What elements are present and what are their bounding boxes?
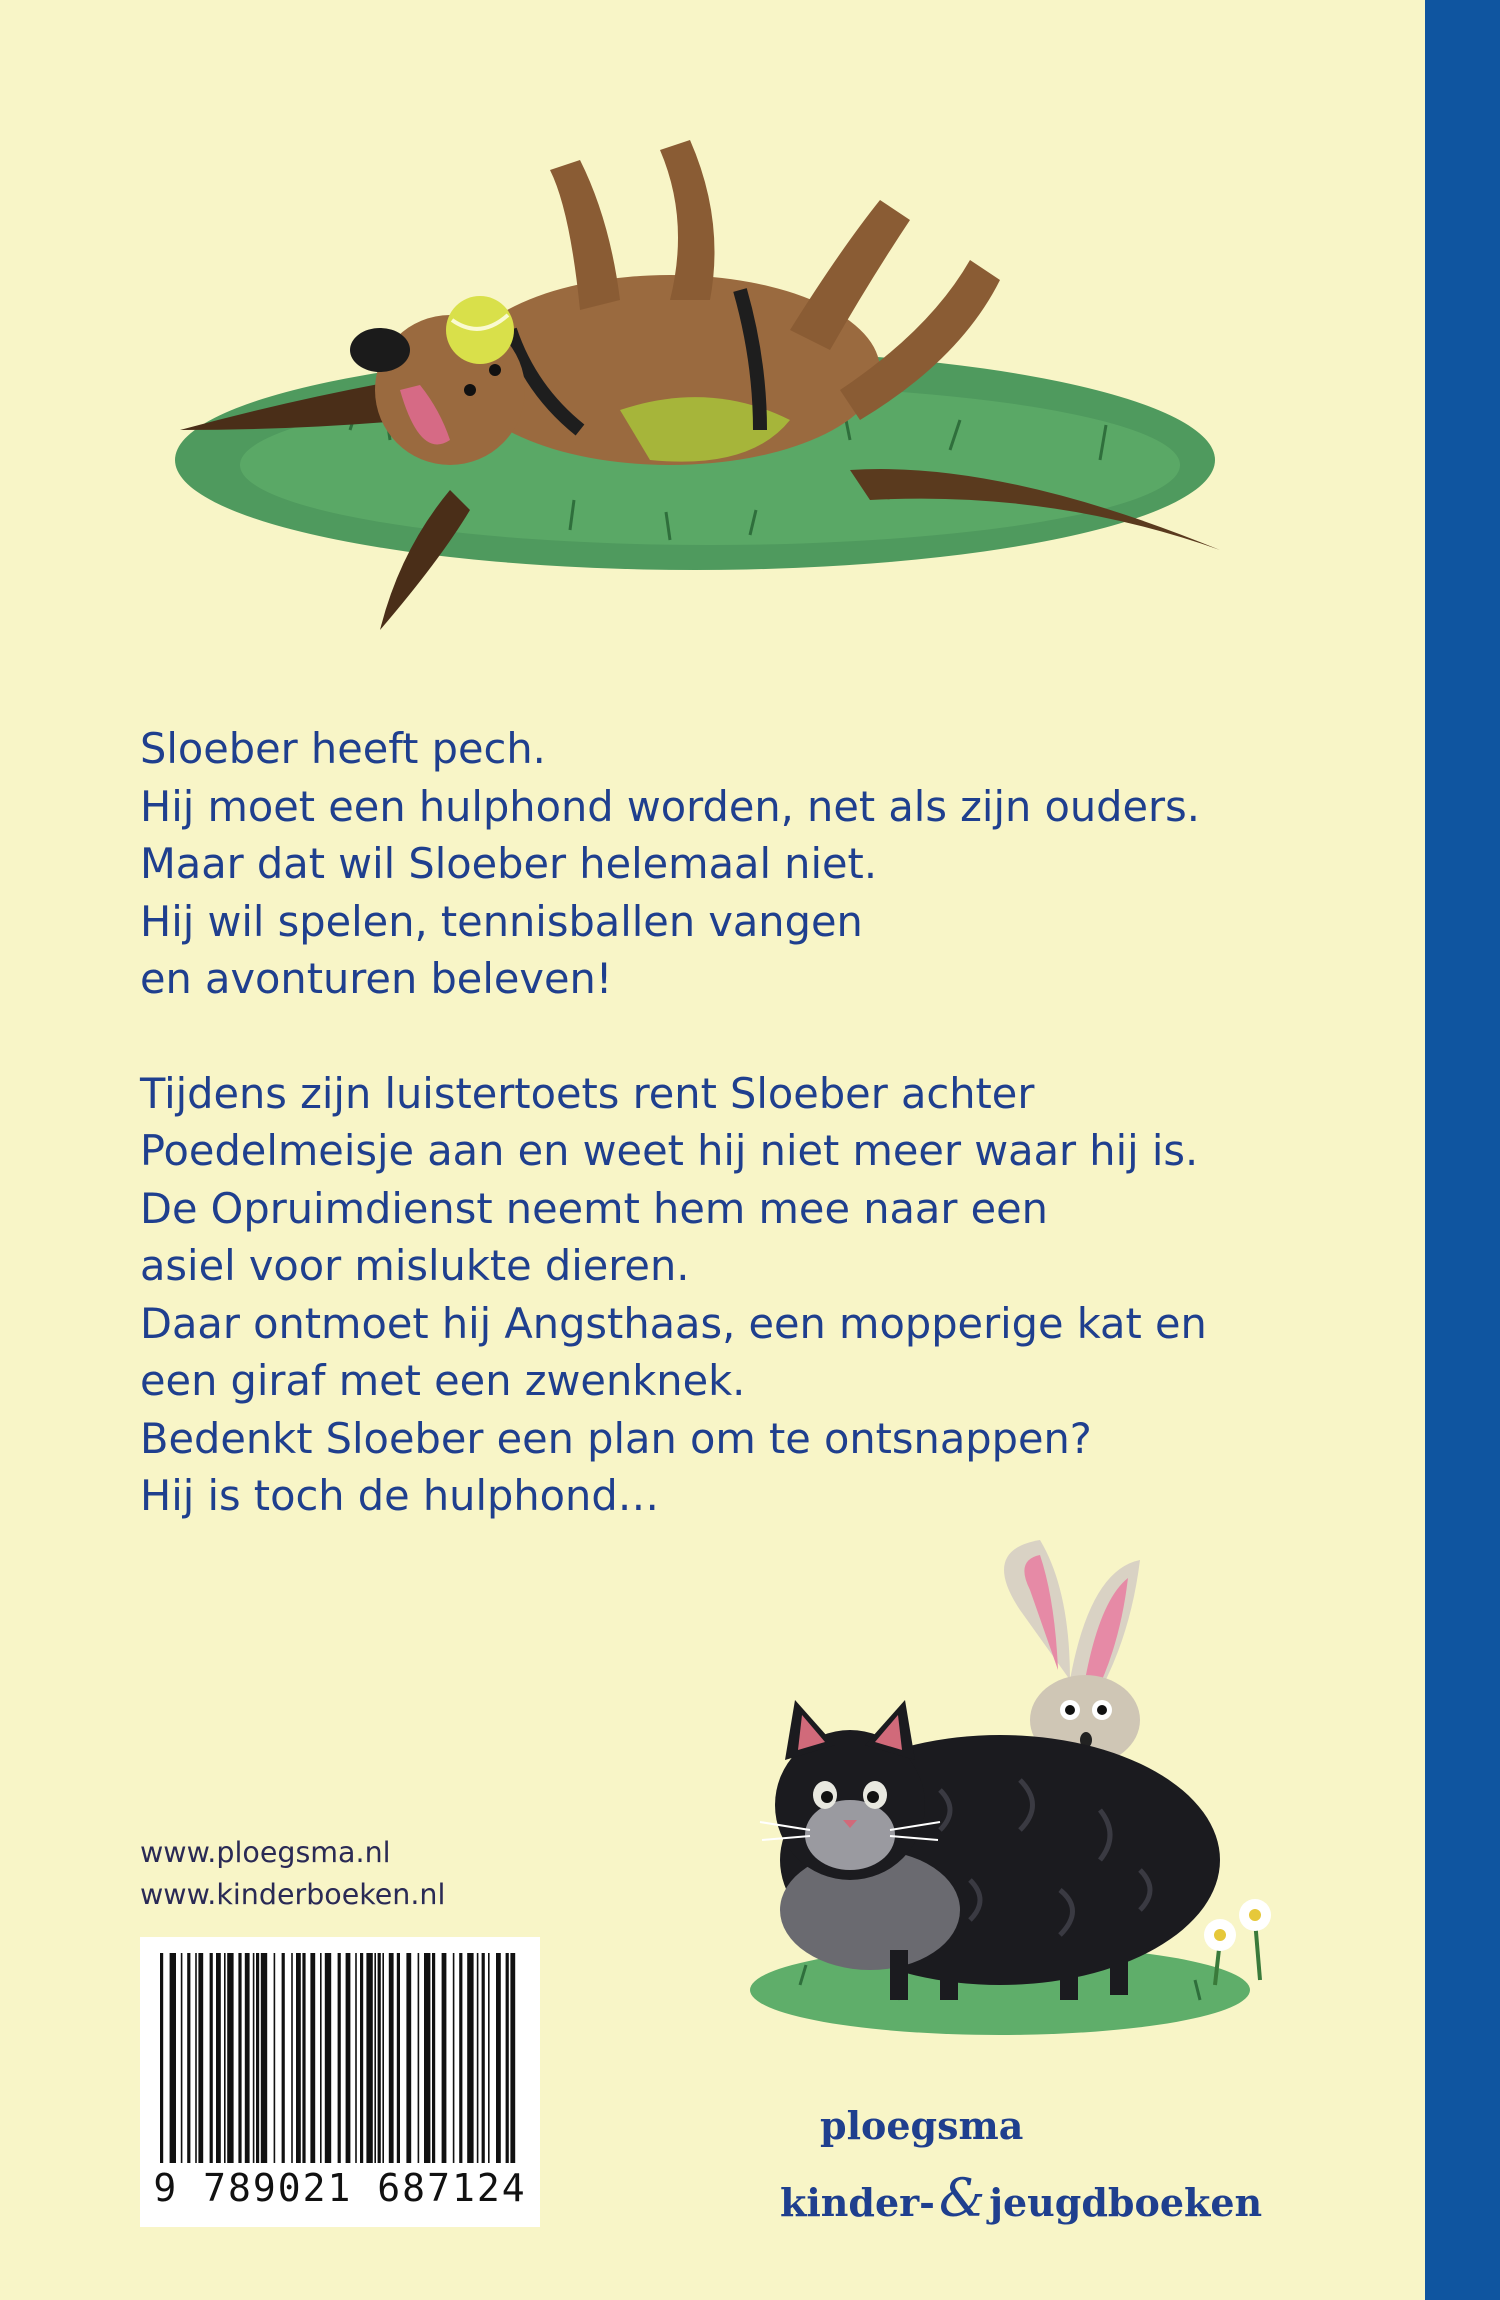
blurb-line: Hij wil spelen, tennisballen vangen	[140, 896, 863, 946]
barcode-bar	[424, 1953, 430, 2163]
barcode-bar	[256, 1953, 259, 2163]
barcode-bar	[360, 1953, 363, 2163]
cat-and-rabbit-illustration-icon	[740, 1530, 1340, 2080]
imprint-right: jeugdboeken	[989, 2180, 1263, 2225]
barcode-bar	[355, 1953, 357, 2163]
url-kinderboeken[interactable]: www.kinderboeken.nl	[140, 1878, 446, 1911]
blurb-paragraph-2	[140, 1065, 1290, 1525]
barcode-bar	[453, 1953, 455, 2163]
barcode-bar	[310, 1953, 315, 2163]
barcode-bar	[224, 1953, 226, 2163]
barcode-bar	[418, 1953, 420, 2163]
barcode-bar	[366, 1953, 372, 2163]
url-ploegsma[interactable]: www.ploegsma.nl	[140, 1836, 391, 1869]
blurb-line: een giraf met een zwenknek.	[140, 1356, 746, 1405]
barcode-bar	[245, 1953, 250, 2163]
barcode-bar	[374, 1953, 376, 2163]
barcode-bar	[510, 1953, 515, 2163]
blurb-paragraph-1	[140, 720, 1290, 1008]
barcode-bar	[496, 1953, 501, 2163]
back-cover-blurb	[140, 720, 1290, 1582]
blurb-line: Bedenkt Sloeber een plan om te ontsnappen?	[140, 1413, 1092, 1463]
barcode-icon	[160, 1953, 520, 2163]
barcode-bar	[346, 1953, 351, 2163]
barcode-bar	[187, 1953, 190, 2163]
barcode-bar	[467, 1953, 473, 2163]
barcode-bar	[274, 1953, 276, 2163]
barcode-bar	[238, 1953, 241, 2163]
blurb-line: Maar dat wil Sloeber helemaal niet.	[140, 839, 878, 888]
barcode-bar	[261, 1953, 267, 2163]
barcode-bar	[195, 1953, 197, 2163]
barcode-bar	[506, 1953, 509, 2163]
barcode-bar	[488, 1953, 490, 2163]
barcode-bar	[397, 1953, 400, 2163]
barcode-bar	[198, 1953, 203, 2163]
blurb-line: en avonturen beleven!	[140, 954, 613, 1003]
barcode-bar	[378, 1953, 381, 2163]
blurb-line: Sloeber heeft pech.	[140, 724, 546, 773]
barcode-bar	[227, 1953, 233, 2163]
barcode-bar	[210, 1953, 213, 2163]
blurb-line: Tijdens zijn luistertoets rent Sloeber achter	[140, 1068, 1035, 1118]
barcode-bar	[389, 1953, 394, 2163]
barcode-bar	[216, 1953, 221, 2163]
barcode-bar	[338, 1953, 341, 2163]
publisher-name: ploegsma	[820, 2103, 1024, 2148]
publisher-urls	[140, 1832, 445, 1916]
barcode-bar	[325, 1953, 331, 2163]
spine-stripe	[1425, 0, 1500, 2300]
barcode-bar	[282, 1953, 285, 2163]
blurb-line: Daar ontmoet hij Angsthaas, een mopperige kat en	[140, 1298, 1207, 1348]
barcode-bar	[296, 1953, 301, 2163]
isbn-barcode	[140, 1937, 540, 2227]
barcode-bar	[302, 1953, 305, 2163]
publisher-imprint	[780, 2169, 1262, 2229]
blurb-line: Hij moet een hulphond worden, net als zijn ouders.	[140, 781, 1200, 831]
imprint-left: kinder-	[780, 2180, 935, 2225]
barcode-bar	[442, 1953, 447, 2163]
blurb-line: Poedelmeisje aan en weet hij niet meer waar hij is.	[140, 1126, 1199, 1175]
barcode-bar	[291, 1953, 293, 2163]
barcode-bar	[482, 1953, 485, 2163]
barcode-bar	[382, 1953, 384, 2163]
dog-illustration-icon	[150, 130, 1240, 650]
barcode-bar	[320, 1953, 322, 2163]
blurb-line: Hij is toch de hulphond…	[140, 1471, 660, 1520]
blurb-line: De Opruimdienst neemt hem mee naar een	[140, 1183, 1048, 1233]
barcode-bar	[181, 1953, 183, 2163]
imprint-ampersand: &	[938, 2169, 986, 2229]
blurb-line: asiel voor mislukte dieren.	[140, 1241, 690, 1290]
isbn-number: 9 789021 687124	[153, 2166, 527, 2210]
barcode-bar	[160, 1953, 163, 2163]
barcode-bar	[477, 1953, 479, 2163]
barcode-bar	[459, 1953, 462, 2163]
barcode-bar	[432, 1953, 435, 2163]
barcode-bar	[170, 1953, 176, 2163]
barcode-bar	[253, 1953, 255, 2163]
barcode-bar	[406, 1953, 411, 2163]
